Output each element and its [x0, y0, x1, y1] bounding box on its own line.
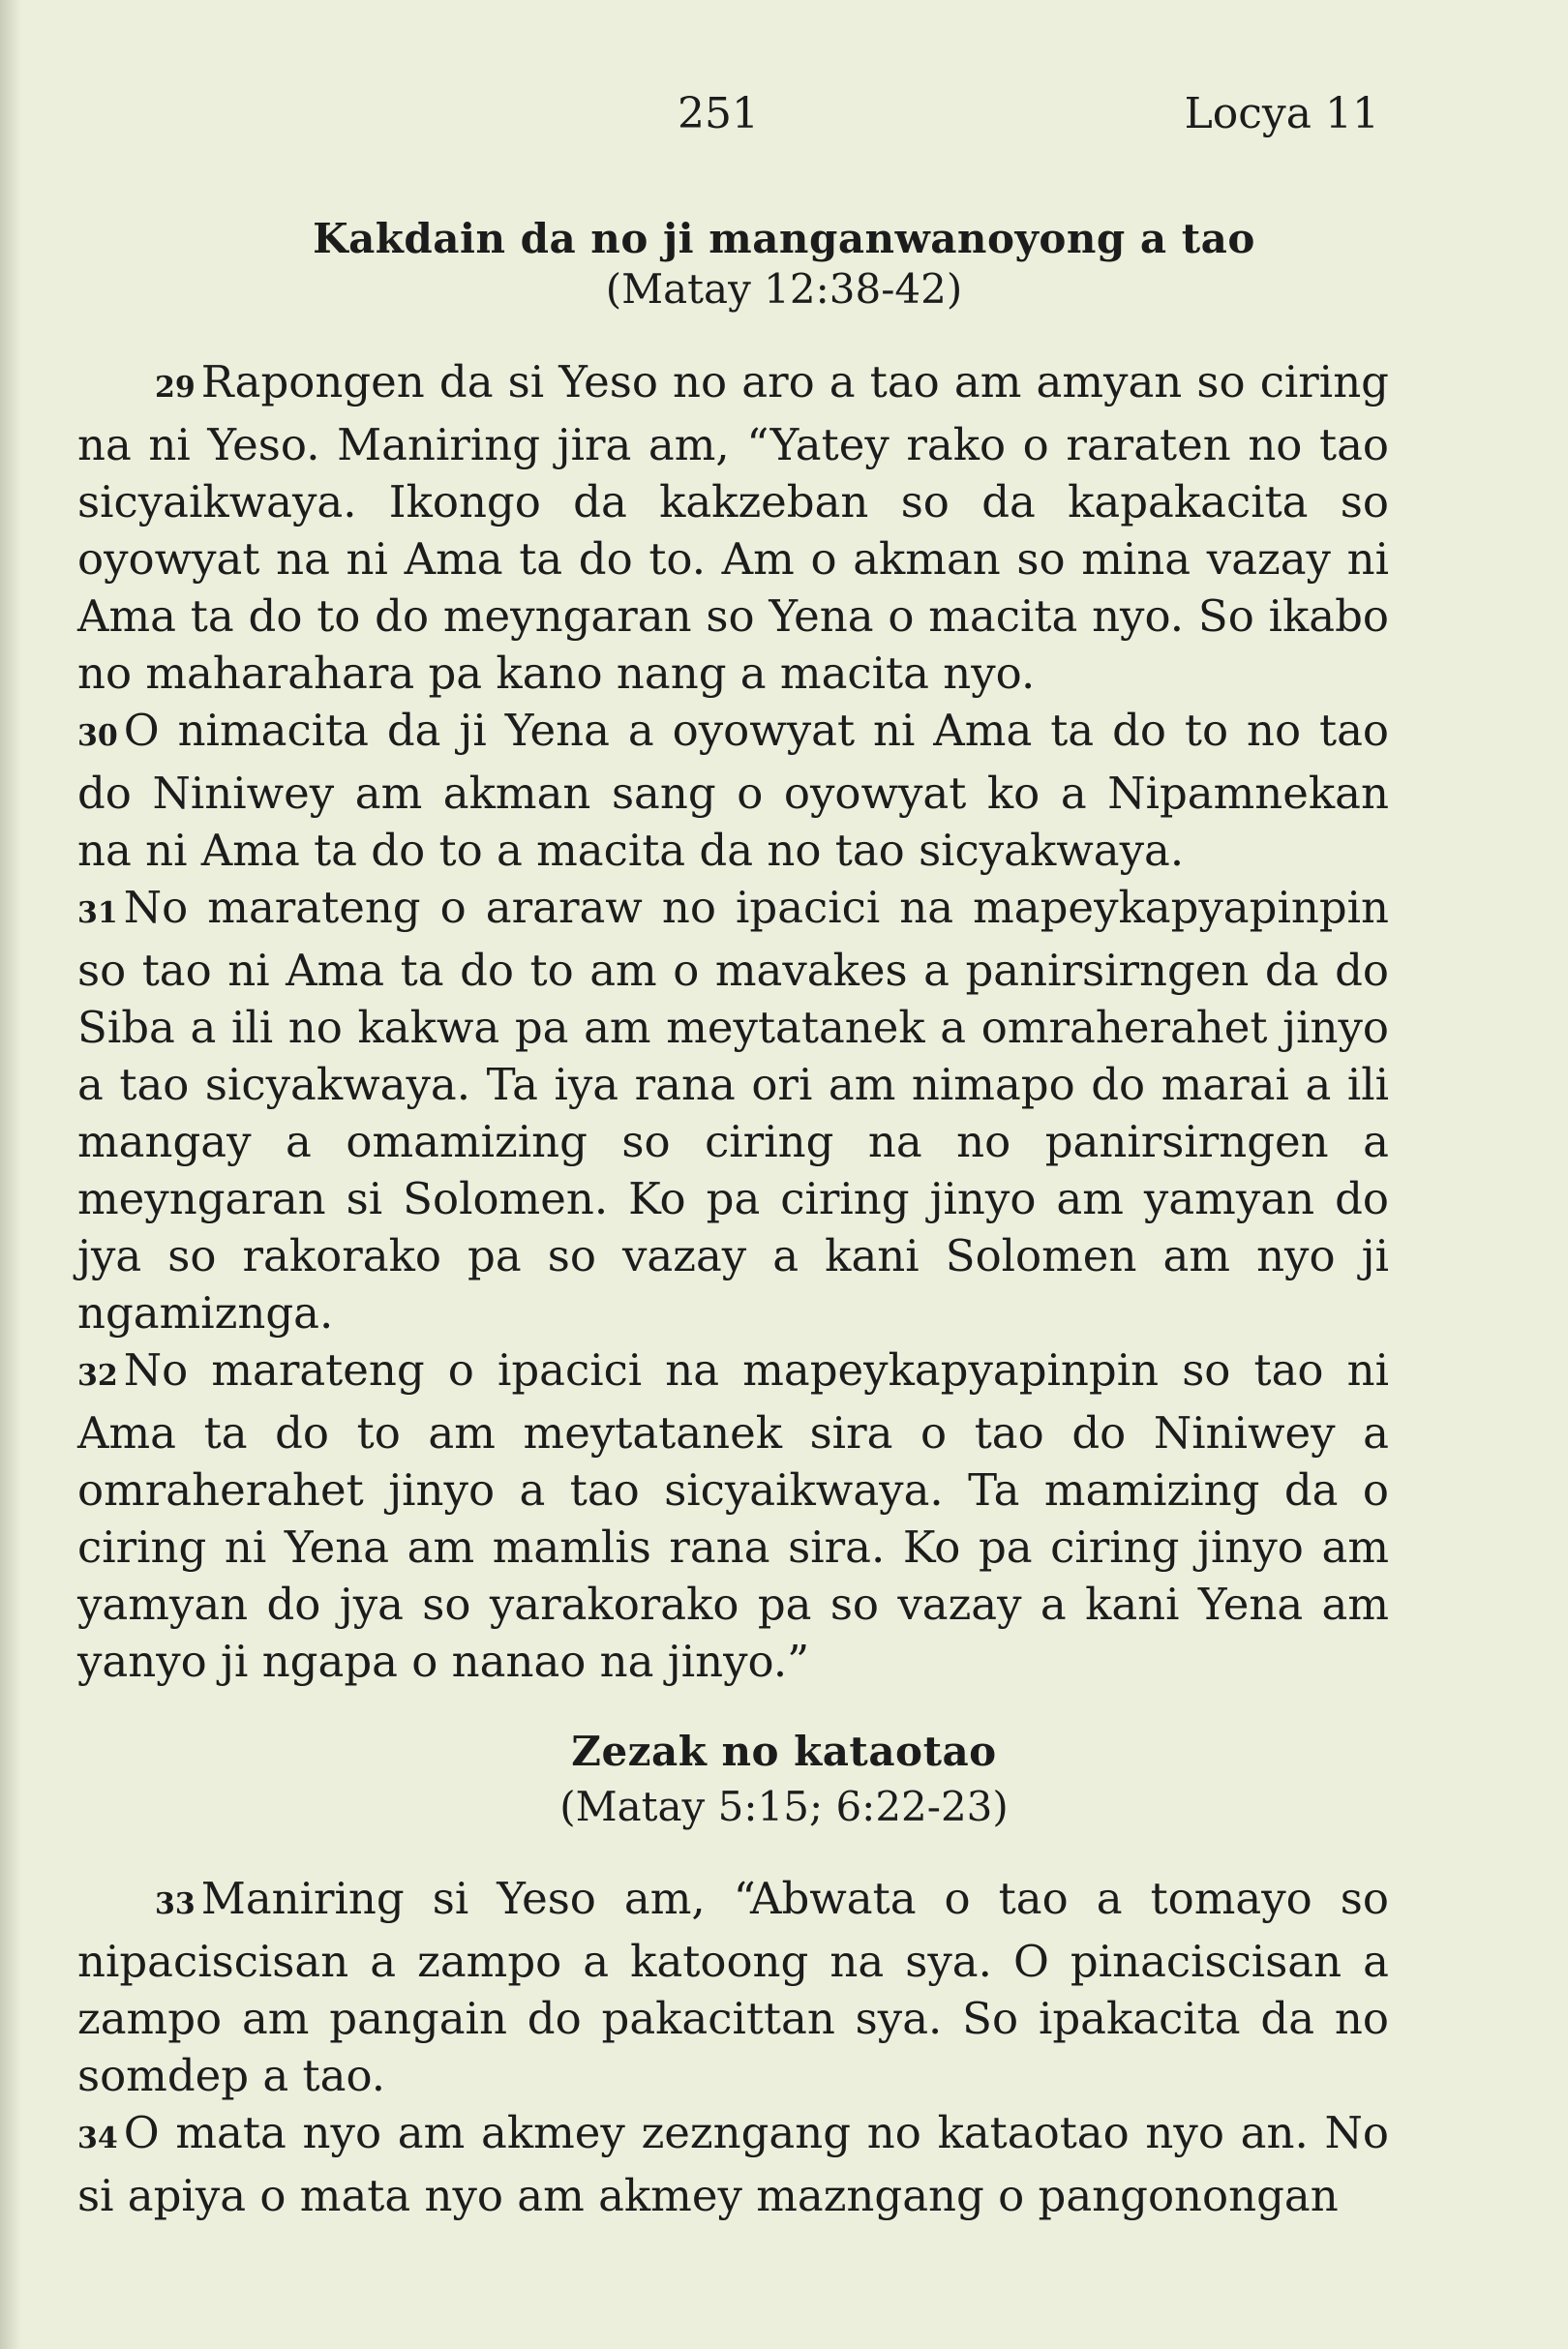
section-reference: (Matay 5:15; 6:22-23) [559, 1783, 1009, 1830]
section-body [77, 1870, 1389, 2224]
verse [77, 353, 1389, 702]
verse [77, 2104, 1389, 2224]
verse-number: 34 [77, 2122, 118, 2155]
verse-text: Rapongen da si Yeso no aro a tao am amyan so ciring na ni Yeso. Maniring jira am, “Yatey rako o raraten no tao sicyaikwaya. Ikongo da kakzeban so da kapakacita so oyowyat na ni Ama ta do to. Am o akman so mina vazay ni Ama ta do to do meyngaran so Yena o macita nyo. So ikabo no maharahara pa kano nang a macita nyo. [77, 356, 1389, 699]
running-head: Locya 11 [1184, 89, 1379, 138]
section-reference: (Matay 12:38-42) [605, 265, 963, 313]
verse-number: 31 [77, 896, 118, 930]
section-title: Zezak no kataotao [571, 1728, 997, 1775]
page-edge-shadow [0, 0, 21, 2349]
verse-number: 32 [77, 1359, 118, 1393]
verse-text: O nimacita da ji Yena a oyowyat ni Ama ta do to no tao do Niniwey am akman sang o oyowyat ko a Nipamnekan na ni Ama ta do to a macita da no tao sicyakwaya. [77, 705, 1389, 876]
page-header [0, 89, 1568, 147]
verse [77, 702, 1389, 879]
verse-text: O mata nyo am akmey zezngang no kataotao nyo an. No si apiya o mata nyo am akmey mazngang o pangonongan [77, 2107, 1389, 2221]
section-title: Kakdain da no ji manganwanoyong a tao [313, 215, 1255, 262]
page-number: 251 [678, 89, 759, 138]
verse-text: Maniring si Yeso am, “Abwata o tao a tomayo so nipaciscisan a zampo a katoong na sya. O pinaciscisan a zampo am pangain do pakacittan sya. So ipakacita da no somdep a tao. [77, 1873, 1389, 2101]
verse-text: No marateng o araraw no ipacici na mapeykapyapinpin so tao ni Ama ta do to am o mavakes a panirsirngen da do Siba a ili no kakwa pa am meytatanek a omraherahet jinyo a tao sicyakwaya. Ta iya rana ori am nimapo do marai a ili mangay a omamizing so ciring na no panirsirngen a meyngaran si Solomen. Ko pa ciring jinyo am yamyan do jya so rakorako pa so vazay a kani Solomen am nyo ji ngamizngа. [77, 882, 1389, 1339]
verse [77, 1341, 1389, 1690]
verse [77, 879, 1389, 1341]
verse-number: 29 [155, 371, 196, 405]
verse [77, 1870, 1389, 2104]
verse-number: 30 [77, 719, 118, 753]
verse-number: 33 [155, 1887, 196, 1921]
verse-text: No marateng o ipacici na mapeykapyapinpin so tao ni Ama ta do to am meytatanek sira o tao do Niniwey a omraherahet jinyo a tao sicyaikwaya. Ta mamizing da o ciring ni Yena am mamlis rana sira. Ko pa ciring jinyo am yamyan do jya so yarakorako pa so vazay a kani Yena am yanyo ji ngapa o nanao na jinyo.” [77, 1344, 1389, 1687]
section-body [77, 353, 1389, 1690]
